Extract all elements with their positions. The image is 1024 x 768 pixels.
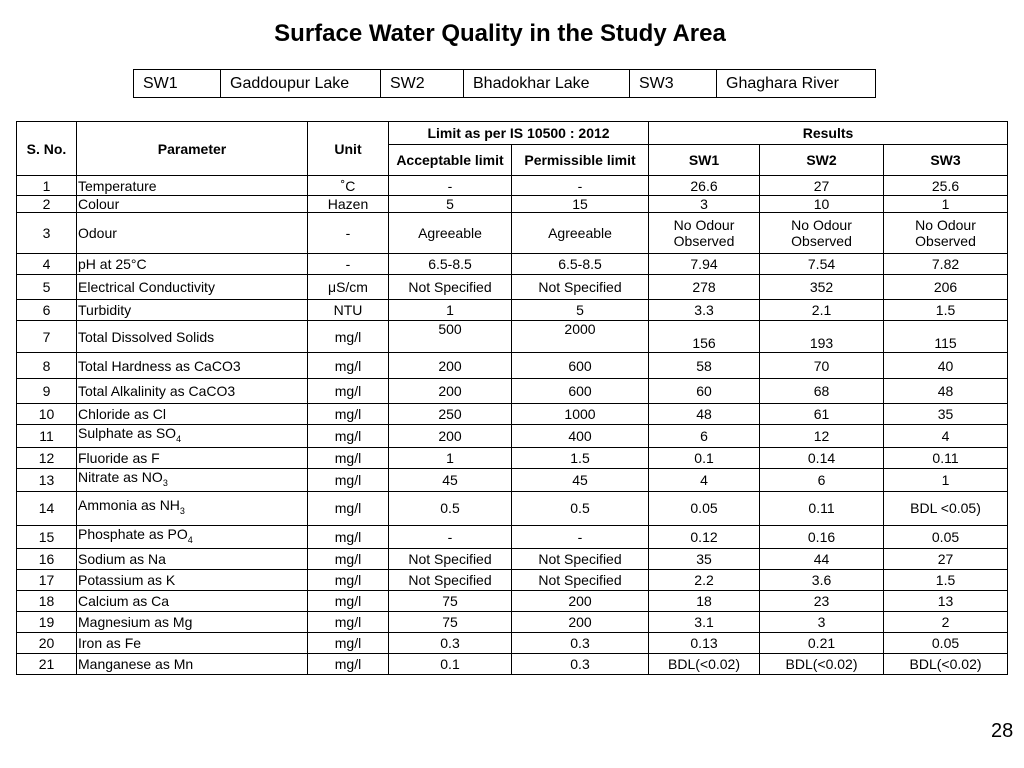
- parameter-cell: [77, 611, 308, 632]
- acceptable-limit-cell: 200: [389, 353, 512, 379]
- limit-group-header: Limit as per IS 10500 : 2012: [389, 122, 649, 145]
- unit-cell: mg/l: [308, 321, 389, 353]
- serial-number-cell: 19: [17, 611, 77, 632]
- parameter-cell: [77, 448, 308, 469]
- sw2-result-cell: 70: [760, 353, 884, 379]
- unit-cell: mg/l: [308, 404, 389, 425]
- parameter-cell: [77, 548, 308, 569]
- acceptable-limit-cell: 1: [389, 300, 512, 321]
- unit-cell: mg/l: [308, 590, 389, 611]
- unit-header: Unit: [308, 122, 389, 176]
- sw1-result-cell: 0.05: [649, 491, 760, 525]
- serial-number-cell: 10: [17, 404, 77, 425]
- permissible-limit-cell: 600: [512, 379, 649, 404]
- parameter-cell: [77, 404, 308, 425]
- sw3-result-cell: 206: [884, 275, 1008, 300]
- table-row: [17, 275, 1008, 300]
- sw2-result-cell: 23: [760, 590, 884, 611]
- parameter-label: Potassium as K: [78, 571, 176, 588]
- sw3-result-cell: 27: [884, 548, 1008, 569]
- permissible-limit-cell: 15: [512, 196, 649, 213]
- permissible-limit-cell: -: [512, 176, 649, 196]
- sw2-result-cell: 6: [760, 469, 884, 492]
- sw1-result-cell: 26.6: [649, 176, 760, 196]
- site-code: SW1: [134, 70, 221, 98]
- sw3-result-cell: 7.82: [884, 254, 1008, 275]
- sw1-result-cell: 2.2: [649, 569, 760, 590]
- parameter-label: Temperature: [78, 177, 157, 194]
- sw3-result-cell: 2: [884, 611, 1008, 632]
- sw3-header: SW3: [884, 145, 1008, 176]
- permissible-limit-cell: 0.5: [512, 491, 649, 525]
- sw2-result-cell: 0.11: [760, 491, 884, 525]
- sw2-result-cell: BDL(<0.02): [760, 653, 884, 674]
- sw2-result-cell: 3: [760, 611, 884, 632]
- sno-header: S. No.: [17, 122, 77, 176]
- parameter-label: Iron as Fe: [78, 634, 142, 651]
- parameter-label: Total Dissolved Solids: [78, 328, 215, 345]
- sw2-header: SW2: [760, 145, 884, 176]
- table-row: [17, 611, 1008, 632]
- sw1-result-cell: 60: [649, 379, 760, 404]
- permissible-limit-cell: 0.3: [512, 653, 649, 674]
- acceptable-limit-cell: Not Specified: [389, 548, 512, 569]
- sw3-result-cell: 25.6: [884, 176, 1008, 196]
- sw1-result-cell: 18: [649, 590, 760, 611]
- acceptable-limit-cell: 250: [389, 404, 512, 425]
- sw1-result-cell: 58: [649, 353, 760, 379]
- acceptable-limit-header: Acceptable limit: [389, 145, 512, 176]
- sw1-result-cell: 7.94: [649, 254, 760, 275]
- table-row: [17, 548, 1008, 569]
- unit-cell: mg/l: [308, 632, 389, 653]
- permissible-limit-cell: 1000: [512, 404, 649, 425]
- sw3-result-cell: 0.11: [884, 448, 1008, 469]
- permissible-limit-cell: 5: [512, 300, 649, 321]
- table-row: [17, 379, 1008, 404]
- permissible-limit-cell: 6.5-8.5: [512, 254, 649, 275]
- table-row: [17, 196, 1008, 213]
- parameter-cell: [77, 469, 308, 492]
- table-row: [17, 321, 1008, 353]
- sw3-result-cell: 1.5: [884, 300, 1008, 321]
- sw1-result-cell: 0.13: [649, 632, 760, 653]
- serial-number-cell: 17: [17, 569, 77, 590]
- parameter-label: Magnesium as Mg: [78, 613, 193, 630]
- sw2-result-cell: 68: [760, 379, 884, 404]
- sw3-result-cell: 0.05: [884, 525, 1008, 548]
- sw1-header: SW1: [649, 145, 760, 176]
- acceptable-limit-cell: 200: [389, 425, 512, 448]
- site-code: SW2: [381, 70, 464, 98]
- sw2-result-cell: 7.54: [760, 254, 884, 275]
- permissible-limit-cell: -: [512, 525, 649, 548]
- parameter-label: Sulphate as SO: [78, 425, 177, 442]
- unit-cell: mg/l: [308, 548, 389, 569]
- acceptable-limit-cell: Agreeable: [389, 213, 512, 254]
- serial-number-cell: 14: [17, 491, 77, 525]
- acceptable-limit-cell: -: [389, 525, 512, 548]
- table-row: [17, 632, 1008, 653]
- acceptable-limit-cell: Not Specified: [389, 569, 512, 590]
- parameter-subscript: 3: [162, 477, 168, 488]
- sampling-sites-table: [133, 69, 876, 98]
- sw1-result-cell: 0.1: [649, 448, 760, 469]
- serial-number-cell: 16: [17, 548, 77, 569]
- unit-cell: mg/l: [308, 569, 389, 590]
- parameter-cell: [77, 379, 308, 404]
- sw1-result-cell: 3.3: [649, 300, 760, 321]
- parameter-cell: [77, 213, 308, 254]
- parameter-label: Fluoride as F: [78, 450, 160, 466]
- acceptable-limit-cell: 500: [389, 321, 512, 353]
- parameter-cell: [77, 176, 308, 196]
- sw2-result-cell: 3.6: [760, 569, 884, 590]
- permissible-limit-header: Permissible limit: [512, 145, 649, 176]
- table-row: [17, 213, 1008, 254]
- water-quality-table: [16, 121, 1008, 675]
- sw2-result-cell: 2.1: [760, 300, 884, 321]
- table-row: [17, 469, 1008, 492]
- parameter-label: Colour: [78, 196, 120, 212]
- parameter-label: Odour: [78, 225, 117, 241]
- serial-number-cell: 4: [17, 254, 77, 275]
- sw3-result-cell: 115: [884, 321, 1008, 353]
- unit-cell: -: [308, 254, 389, 275]
- table-row: [17, 176, 1008, 196]
- parameter-subscript: 4: [176, 433, 182, 444]
- table-row: [17, 569, 1008, 590]
- serial-number-cell: 15: [17, 525, 77, 548]
- parameter-cell: [77, 569, 308, 590]
- unit-cell: mg/l: [308, 469, 389, 492]
- sw2-result-cell: 10: [760, 196, 884, 213]
- unit-cell: Hazen: [308, 196, 389, 213]
- sw3-result-cell: 4: [884, 425, 1008, 448]
- parameter-subscript: 3: [179, 506, 185, 517]
- unit-cell: mg/l: [308, 525, 389, 548]
- page-title: Surface Water Quality in the Study Area: [274, 20, 726, 47]
- table-body: [17, 176, 1008, 675]
- parameter-cell: [77, 196, 308, 213]
- sw2-result-cell: No Odour Observed: [760, 213, 884, 254]
- parameter-label: pH at 25°C: [78, 256, 147, 272]
- serial-number-cell: 7: [17, 321, 77, 353]
- site-name: Ghaghara River: [717, 70, 876, 98]
- sw1-result-cell: 35: [649, 548, 760, 569]
- table-row: [17, 425, 1008, 448]
- permissible-limit-cell: 600: [512, 353, 649, 379]
- parameter-cell: [77, 275, 308, 300]
- table-row: [17, 300, 1008, 321]
- unit-cell: mg/l: [308, 491, 389, 525]
- serial-number-cell: 5: [17, 275, 77, 300]
- parameter-header: Parameter: [77, 122, 308, 176]
- parameter-label: Calcium as Ca: [78, 592, 170, 609]
- permissible-limit-cell: 2000: [512, 321, 649, 353]
- serial-number-cell: 9: [17, 379, 77, 404]
- permissible-limit-cell: 200: [512, 611, 649, 632]
- sw3-result-cell: 13: [884, 590, 1008, 611]
- sw2-result-cell: 61: [760, 404, 884, 425]
- serial-number-cell: 21: [17, 653, 77, 674]
- unit-cell: mg/l: [308, 353, 389, 379]
- table-row: [17, 525, 1008, 548]
- permissible-limit-cell: Not Specified: [512, 275, 649, 300]
- permissible-limit-cell: 1.5: [512, 448, 649, 469]
- table-row: [17, 353, 1008, 379]
- unit-cell: mg/l: [308, 379, 389, 404]
- sw3-result-cell: 1: [884, 469, 1008, 492]
- serial-number-cell: 3: [17, 213, 77, 254]
- acceptable-limit-cell: 200: [389, 379, 512, 404]
- sw3-result-cell: 0.05: [884, 632, 1008, 653]
- sw3-result-cell: BDL <0.05): [884, 491, 1008, 525]
- acceptable-limit-cell: 0.5: [389, 491, 512, 525]
- sw2-result-cell: 12: [760, 425, 884, 448]
- serial-number-cell: 18: [17, 590, 77, 611]
- permissible-limit-cell: Not Specified: [512, 548, 649, 569]
- unit-cell: μS/cm: [308, 275, 389, 300]
- unit-cell: mg/l: [308, 653, 389, 674]
- acceptable-limit-cell: 0.3: [389, 632, 512, 653]
- acceptable-limit-cell: 5: [389, 196, 512, 213]
- acceptable-limit-cell: Not Specified: [389, 275, 512, 300]
- table-row: [17, 653, 1008, 674]
- unit-cell: -: [308, 213, 389, 254]
- table-row: [17, 404, 1008, 425]
- parameter-label: Turbidity: [78, 302, 132, 318]
- parameter-cell: [77, 425, 308, 448]
- sw2-result-cell: 0.14: [760, 448, 884, 469]
- sw3-result-cell: BDL(<0.02): [884, 653, 1008, 674]
- parameter-cell: [77, 525, 308, 548]
- sw3-result-cell: 1: [884, 196, 1008, 213]
- sw1-result-cell: 278: [649, 275, 760, 300]
- permissible-limit-cell: Agreeable: [512, 213, 649, 254]
- sw3-result-cell: 1.5: [884, 569, 1008, 590]
- parameter-label: Sodium as Na: [78, 550, 166, 567]
- parameter-cell: [77, 491, 308, 525]
- unit-cell: ˚C: [308, 176, 389, 196]
- table-row: [17, 448, 1008, 469]
- parameter-cell: [77, 590, 308, 611]
- unit-cell: mg/l: [308, 611, 389, 632]
- permissible-limit-cell: 45: [512, 469, 649, 492]
- acceptable-limit-cell: 75: [389, 611, 512, 632]
- sw2-result-cell: 0.21: [760, 632, 884, 653]
- serial-number-cell: 13: [17, 469, 77, 492]
- unit-cell: mg/l: [308, 425, 389, 448]
- permissible-limit-cell: Not Specified: [512, 569, 649, 590]
- sw2-result-cell: 44: [760, 548, 884, 569]
- header-row: [17, 122, 1008, 145]
- parameter-cell: [77, 300, 308, 321]
- serial-number-cell: 11: [17, 425, 77, 448]
- sw1-result-cell: 48: [649, 404, 760, 425]
- sw3-result-cell: 35: [884, 404, 1008, 425]
- acceptable-limit-cell: 45: [389, 469, 512, 492]
- sw1-result-cell: 0.12: [649, 525, 760, 548]
- parameter-subscript: 4: [187, 534, 193, 545]
- table-row: [17, 254, 1008, 275]
- sw1-result-cell: No Odour Observed: [649, 213, 760, 254]
- sw1-result-cell: 3: [649, 196, 760, 213]
- results-group-header: Results: [649, 122, 1008, 145]
- sw2-result-cell: 193: [760, 321, 884, 353]
- parameter-label: Total Alkalinity as CaCO3: [78, 383, 236, 399]
- sw2-result-cell: 352: [760, 275, 884, 300]
- acceptable-limit-cell: -: [389, 176, 512, 196]
- parameter-label: Phosphate as PO: [78, 525, 188, 542]
- serial-number-cell: 1: [17, 176, 77, 196]
- sw1-result-cell: BDL(<0.02): [649, 653, 760, 674]
- serial-number-cell: 20: [17, 632, 77, 653]
- sw1-result-cell: 3.1: [649, 611, 760, 632]
- sampling-sites-row: [134, 70, 876, 98]
- site-name: Bhadokhar Lake: [464, 70, 630, 98]
- sw1-result-cell: 156: [649, 321, 760, 353]
- unit-cell: mg/l: [308, 448, 389, 469]
- parameter-cell: [77, 321, 308, 353]
- serial-number-cell: 12: [17, 448, 77, 469]
- parameter-label: Total Hardness as CaCO3: [78, 357, 241, 374]
- acceptable-limit-cell: 0.1: [389, 653, 512, 674]
- sw3-result-cell: No Odour Observed: [884, 213, 1008, 254]
- sw2-result-cell: 27: [760, 176, 884, 196]
- permissible-limit-cell: 200: [512, 590, 649, 611]
- site-code: SW3: [630, 70, 717, 98]
- parameter-label: Ammonia as NH: [78, 497, 180, 514]
- table-row: [17, 590, 1008, 611]
- sw2-result-cell: 0.16: [760, 525, 884, 548]
- sw3-result-cell: 48: [884, 379, 1008, 404]
- serial-number-cell: 2: [17, 196, 77, 213]
- unit-cell: NTU: [308, 300, 389, 321]
- parameter-cell: [77, 653, 308, 674]
- parameter-label: Chloride as Cl: [78, 406, 166, 422]
- permissible-limit-cell: 0.3: [512, 632, 649, 653]
- serial-number-cell: 8: [17, 353, 77, 379]
- parameter-cell: [77, 632, 308, 653]
- parameter-label: Manganese as Mn: [78, 655, 194, 672]
- permissible-limit-cell: 400: [512, 425, 649, 448]
- parameter-label: Nitrate as NO: [78, 469, 163, 485]
- sw3-result-cell: 40: [884, 353, 1008, 379]
- serial-number-cell: 6: [17, 300, 77, 321]
- sw1-result-cell: 4: [649, 469, 760, 492]
- parameter-cell: [77, 254, 308, 275]
- site-name: Gaddoupur Lake: [221, 70, 381, 98]
- acceptable-limit-cell: 6.5-8.5: [389, 254, 512, 275]
- page-number: 28: [991, 720, 1014, 742]
- parameter-label: Electrical Conductivity: [78, 279, 215, 295]
- sw1-result-cell: 6: [649, 425, 760, 448]
- table-row: [17, 491, 1008, 525]
- parameter-cell: [77, 353, 308, 379]
- acceptable-limit-cell: 1: [389, 448, 512, 469]
- acceptable-limit-cell: 75: [389, 590, 512, 611]
